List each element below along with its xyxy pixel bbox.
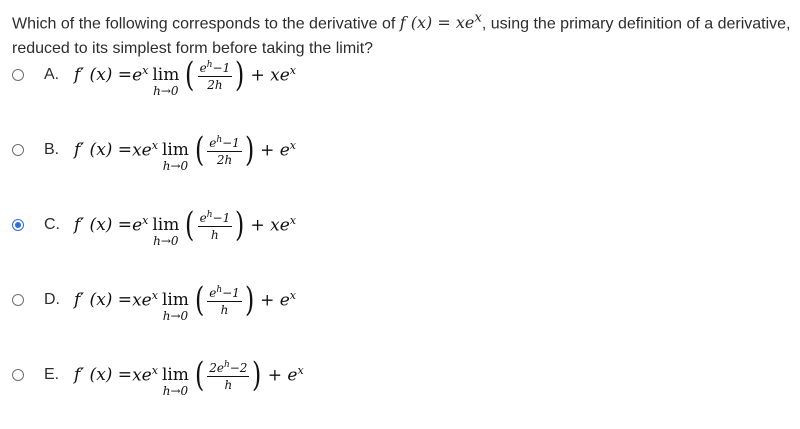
- formula-tail: [260, 289, 296, 311]
- answer-option[interactable]: [0, 280, 800, 347]
- coefficient-exponent: x: [151, 289, 158, 303]
- radio-button[interactable]: [12, 69, 24, 81]
- option-letter: A.: [44, 66, 60, 83]
- right-paren: ): [235, 205, 245, 245]
- option-formula: [74, 130, 297, 173]
- fraction-numerator: [207, 283, 242, 302]
- fraction-denominator: 2h: [207, 78, 223, 92]
- coefficient-base: e: [132, 215, 143, 236]
- coefficient-base: e: [132, 65, 143, 86]
- numerator-base: e: [199, 211, 207, 225]
- left-paren: (: [194, 355, 205, 395]
- numerator-tail: −2: [229, 361, 248, 375]
- radio-button[interactable]: [12, 144, 24, 156]
- tail-exponent: x: [289, 289, 297, 303]
- question-text: [12, 6, 792, 61]
- radio-button[interactable]: [12, 369, 24, 381]
- limit-subscript: h→0: [162, 309, 189, 323]
- option-formula: [74, 355, 304, 398]
- fraction-numerator: [198, 208, 233, 227]
- fraction-denominator: h: [211, 228, 219, 242]
- answer-option[interactable]: [0, 355, 800, 422]
- coefficient-exponent: x: [151, 364, 158, 378]
- numerator-base: e: [209, 286, 217, 300]
- limit-subscript: h→0: [153, 84, 179, 98]
- formula-lhs: f′ (x) =: [74, 365, 133, 385]
- numerator-exponent: h: [216, 135, 223, 145]
- option-letter: B.: [44, 141, 60, 158]
- numerator-tail: −1: [212, 61, 231, 75]
- fraction: [198, 208, 233, 242]
- formula-coefficient: [132, 139, 158, 161]
- formula-coefficient: [132, 214, 148, 236]
- radio-button[interactable]: [12, 294, 24, 306]
- formula-tail: [250, 214, 296, 236]
- tail-exponent: x: [297, 364, 304, 378]
- right-paren: ): [235, 55, 245, 95]
- formula-coefficient: [132, 64, 148, 86]
- coefficient-exponent: x: [151, 139, 158, 153]
- formula-lhs: f′ (x) =: [74, 290, 133, 310]
- fraction-denominator: h: [220, 303, 229, 317]
- right-paren: ): [252, 355, 262, 395]
- limit-word: lim: [161, 290, 189, 310]
- numerator-exponent: h: [206, 60, 213, 70]
- question-function-base: f (x) = xe: [399, 13, 475, 33]
- question-function-exponent: x: [474, 11, 482, 26]
- option-formula: [74, 55, 296, 98]
- answer-option[interactable]: [0, 55, 800, 122]
- limit-operator: [162, 291, 189, 323]
- numerator-base: 2e: [209, 361, 224, 375]
- formula-tail: [260, 139, 296, 161]
- left-paren: (: [185, 205, 195, 245]
- limit-operator: [162, 141, 189, 173]
- fraction: [198, 58, 233, 92]
- formula-lhs: f′ (x) =: [74, 65, 133, 85]
- formula-lhs: f′ (x) =: [74, 140, 133, 160]
- limit-subscript: h→0: [153, 234, 179, 248]
- limit-word: lim: [152, 215, 180, 235]
- fraction-denominator: 2h: [216, 153, 233, 167]
- left-paren: (: [194, 280, 205, 320]
- limit-operator: [162, 366, 189, 398]
- option-formula: [74, 280, 297, 323]
- coefficient-exponent: x: [142, 64, 149, 78]
- tail-base: + xe: [250, 215, 290, 236]
- fraction-numerator: [198, 58, 233, 77]
- fraction: [207, 133, 242, 167]
- coefficient-exponent: x: [142, 214, 149, 228]
- answer-option[interactable]: [0, 205, 800, 272]
- limit-operator: [152, 216, 179, 248]
- tail-base: + xe: [250, 65, 290, 86]
- tail-exponent: x: [289, 64, 296, 78]
- formula-lhs: f′ (x) =: [74, 215, 133, 235]
- tail-base: + e: [267, 365, 298, 386]
- answer-option[interactable]: [0, 130, 800, 197]
- option-letter: E.: [44, 366, 60, 383]
- limit-word: lim: [152, 65, 180, 85]
- left-paren: (: [194, 130, 205, 170]
- numerator-exponent: h: [223, 360, 230, 370]
- right-paren: ): [244, 130, 255, 170]
- formula-tail: [250, 64, 296, 86]
- tail-base: + e: [260, 140, 290, 161]
- coefficient-base: xe: [132, 290, 152, 311]
- numerator-base: e: [199, 61, 207, 75]
- tail-base: + e: [260, 290, 290, 311]
- formula-coefficient: [132, 289, 158, 311]
- fraction: [207, 358, 249, 392]
- right-paren: ): [244, 280, 255, 320]
- left-paren: (: [185, 55, 195, 95]
- fraction-numerator: [207, 133, 242, 152]
- numerator-exponent: h: [216, 285, 223, 295]
- option-formula: [74, 205, 296, 248]
- question-function: [400, 13, 482, 32]
- coefficient-base: xe: [132, 140, 152, 161]
- option-letter: C.: [44, 216, 60, 233]
- limit-subscript: h→0: [162, 384, 189, 398]
- question-prefix: Which of the following corresponds to the derivative of: [12, 15, 400, 33]
- question-suffix: , using the primary definition of a derivative, reduced to its simplest form before taking the limit?: [12, 15, 791, 58]
- formula-coefficient: [132, 364, 158, 386]
- limit-word: lim: [161, 140, 189, 160]
- radio-button[interactable]: [12, 219, 24, 231]
- numerator-base: e: [209, 136, 217, 150]
- numerator-exponent: h: [206, 210, 213, 220]
- formula-tail: [268, 364, 304, 386]
- tail-exponent: x: [289, 139, 297, 153]
- fraction: [207, 283, 242, 317]
- limit-subscript: h→0: [162, 159, 189, 173]
- coefficient-base: xe: [132, 365, 152, 386]
- limit-word: lim: [161, 365, 189, 385]
- fraction-denominator: h: [224, 378, 233, 392]
- numerator-tail: −1: [212, 211, 231, 225]
- numerator-tail: −1: [222, 286, 240, 300]
- limit-operator: [152, 66, 179, 98]
- option-letter: D.: [44, 291, 60, 308]
- tail-exponent: x: [289, 214, 296, 228]
- fraction-numerator: [207, 358, 249, 377]
- numerator-tail: −1: [222, 136, 240, 150]
